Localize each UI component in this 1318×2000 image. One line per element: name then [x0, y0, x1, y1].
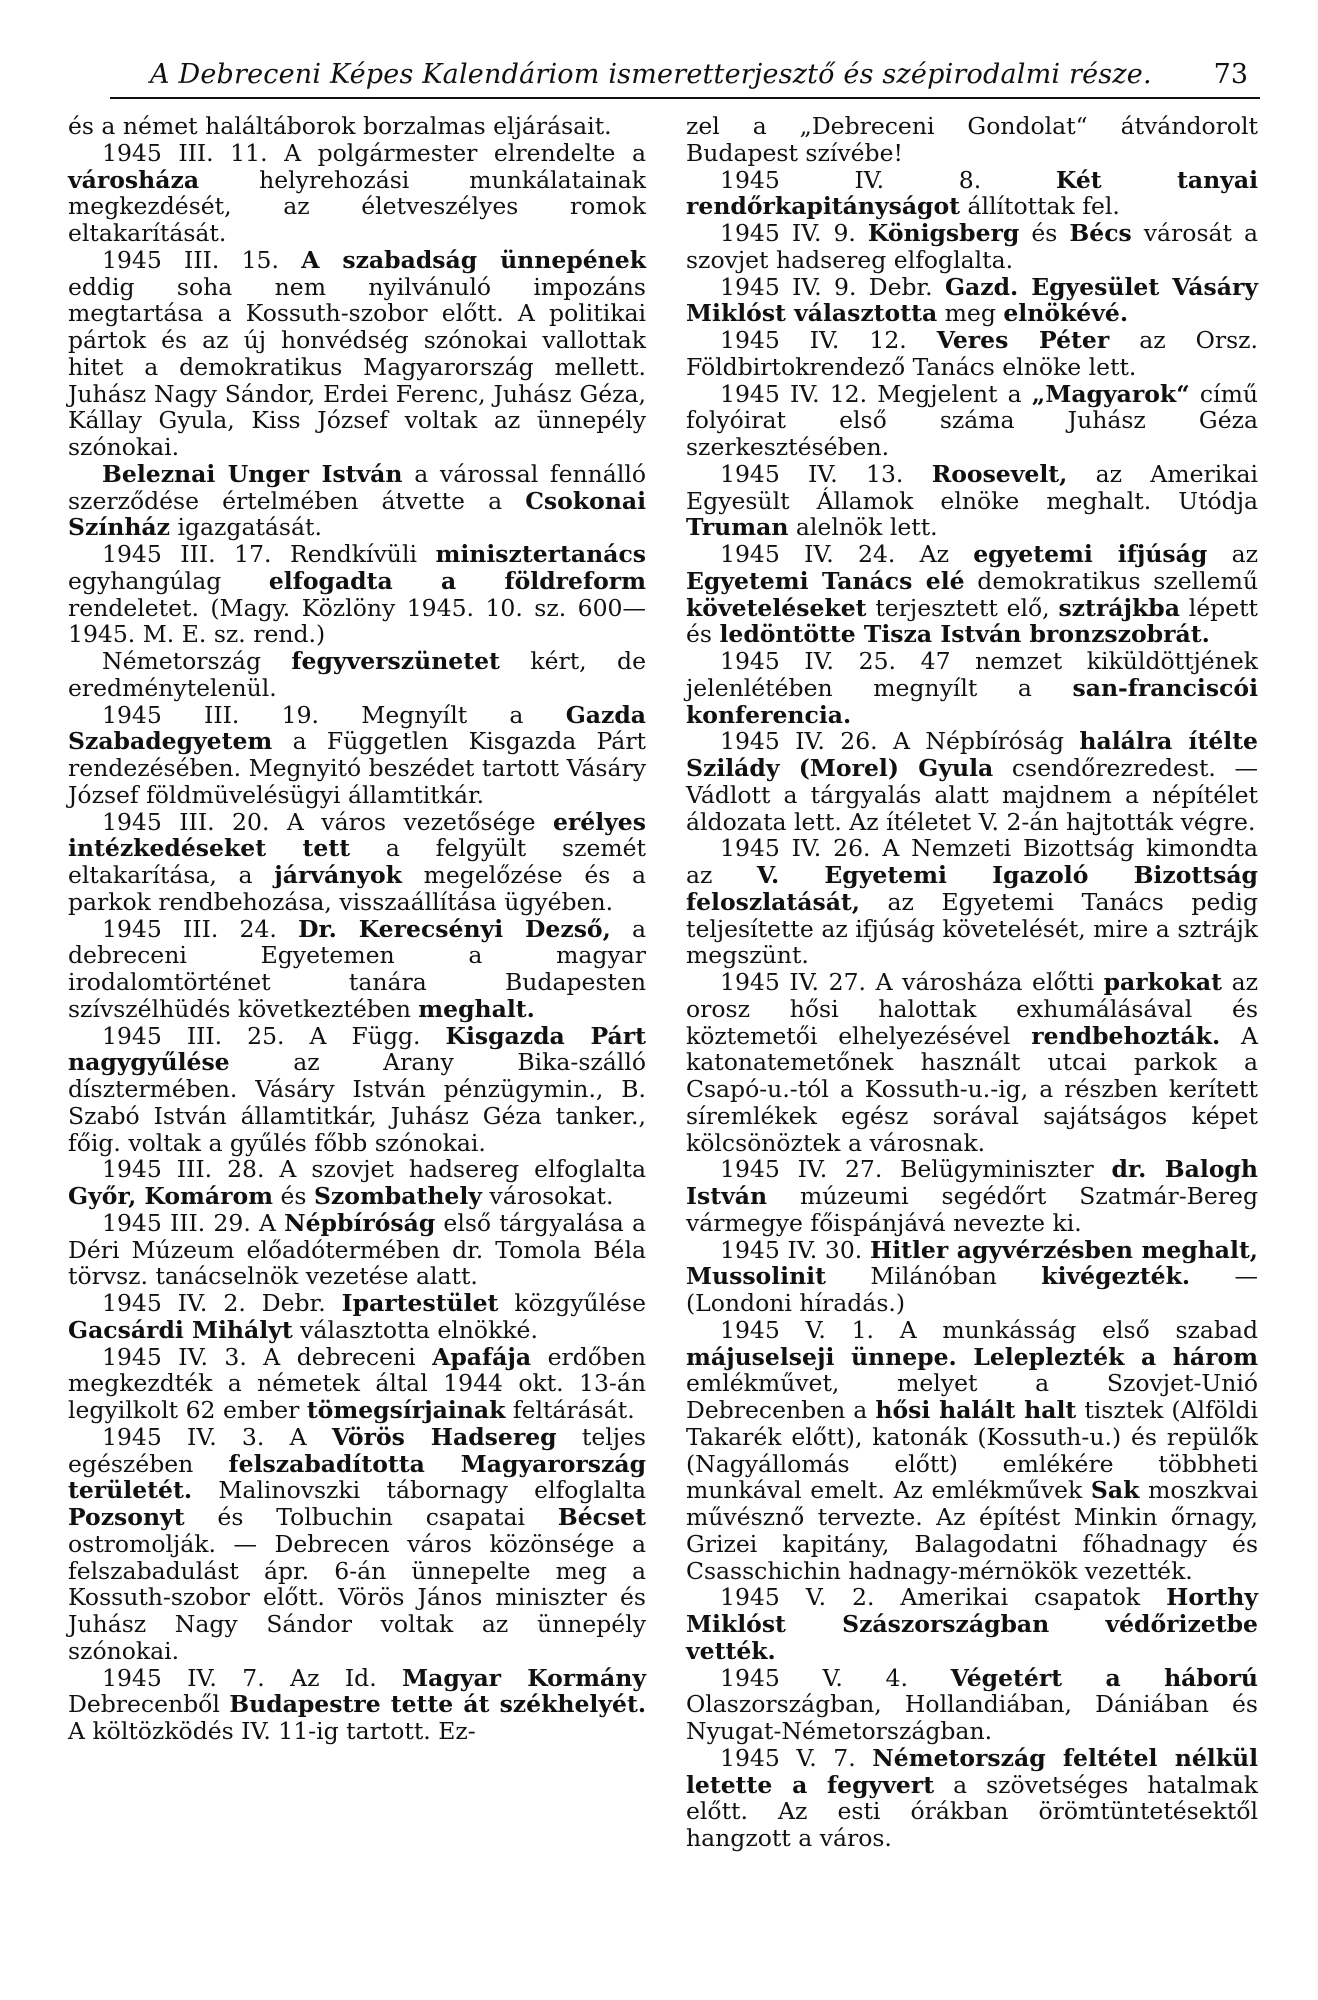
- emphasis-text: Gacsárdi Mihályt: [68, 1315, 293, 1344]
- emphasis-text: városháza: [68, 165, 200, 194]
- emphasis-text: parkokat: [1103, 968, 1222, 996]
- emphasis-text: hősi halált halt: [875, 1396, 1077, 1424]
- chronicle-entry: [68, 113, 646, 140]
- entry-text: rendeletet. (Magy. Közlöny 1945. 10. sz. 600—1945. M. E. sz. rend.): [68, 593, 646, 649]
- emphasis-text: V. Egyetemi Igazoló Bizottság feloszlatását,: [686, 861, 1258, 916]
- emphasis-text: Veres Péter: [936, 326, 1110, 354]
- chronicle-entry: [68, 1210, 646, 1290]
- emphasis-text: Gazd. Egyesület Vásáry Miklóst választotta: [686, 272, 1258, 328]
- chronicle-entry: [68, 1665, 646, 1745]
- entry-text: a felgyült szemét eltakarítása, a: [68, 834, 646, 889]
- emphasis-text: minisztertanács: [435, 540, 646, 568]
- emphasis-text: Csokonai Színház: [68, 486, 646, 542]
- entry-text: lépett és: [686, 593, 1258, 649]
- left-column: [68, 113, 646, 1745]
- chronicle-entry: [68, 1156, 646, 1210]
- chronicle-entry: [68, 648, 646, 702]
- page-number: 73: [1213, 59, 1248, 90]
- entry-text: demokratikus szellemű: [964, 566, 1258, 595]
- entry-text: 1945 III. 25. A Függ.: [102, 1021, 446, 1050]
- chronicle-entry: [686, 1156, 1258, 1236]
- entry-text: 1945 V. 1. A munkásság első szabad: [720, 1315, 1258, 1344]
- running-header: [110, 55, 1260, 99]
- chronicle-entry: [686, 1745, 1258, 1852]
- emphasis-text: tömegsírjainak: [306, 1396, 506, 1424]
- entry-text: 1945 V. 4.: [720, 1663, 951, 1692]
- chronicle-entry: [68, 1424, 646, 1665]
- emphasis-text: Népbíróság: [284, 1208, 436, 1237]
- emphasis-text: májuselseji ünnepe. Leleplezték a három: [686, 1342, 1258, 1371]
- emphasis-text: dr. Balogh István: [686, 1155, 1259, 1210]
- entry-text: az: [1207, 540, 1258, 568]
- entry-text: az orosz hősi halottak exhumálásával és köztemetői elhelyezésével: [686, 968, 1258, 1050]
- entry-text: múzeumi segédőrt Szatmár-Bereg vármegye főispánjává nevezte ki.: [686, 1182, 1258, 1237]
- emphasis-text: Magyar Kormány: [402, 1663, 646, 1692]
- entry-text: a várossal fennálló szerződése értelmében átvette a: [68, 459, 646, 515]
- chronicle-entry: [686, 113, 1258, 167]
- entry-text: 1945 IV. 13.: [720, 459, 932, 488]
- entry-text: A költözködés IV. 11-ig tartott. Ez-: [68, 1717, 476, 1745]
- entry-text: tisztek (Alföldi Takarék előtt), katonák (Kossuth-u.) és repülők (Nagyállomás előtt) emlékére többheti munkával emelt. Az emlékművek: [686, 1396, 1258, 1505]
- emphasis-text: Truman: [686, 513, 789, 542]
- chronicle-entry: [68, 247, 646, 461]
- entry-text: 1945 IV. 27. Belügyminiszter: [720, 1155, 1112, 1184]
- chronicle-entry: [686, 381, 1258, 461]
- emphasis-text: erélyes intézkedéseket tett: [68, 807, 646, 863]
- chronicle-entry: [686, 1665, 1258, 1745]
- emphasis-text: Hitler agyvérzésben meghalt, Mussolinit: [686, 1235, 1258, 1291]
- emphasis-text: Végetért a háború: [950, 1663, 1258, 1692]
- entry-text: 1945 IV. 25. 47 nemzet kiküldöttjének jelenlétében megnyílt a: [686, 647, 1258, 702]
- entry-text: az Amerikai Egyesült Államok elnöke meghalt. Utódja: [686, 459, 1258, 515]
- right-column: [686, 113, 1258, 1852]
- emphasis-text: „Magyarok“: [1031, 379, 1190, 408]
- entry-text: 1945 III. 11. A polgármester elrendelte a: [102, 138, 646, 167]
- entry-text: Milánóban: [825, 1262, 1042, 1291]
- entry-text: kért, de eredménytelenül.: [68, 647, 646, 702]
- emphasis-text: Budapestre tette át székhelyét.: [229, 1690, 646, 1719]
- emphasis-text: Sak: [1090, 1476, 1140, 1505]
- entry-text: 1945 IV. 9. Debr.: [720, 272, 945, 301]
- entry-text: moszkvai művésznő tervezte. Az építést Minkin őrnagy, Grizei kapitány, Balagodatni főhadnagy és Csasschichin hadnagy-mérnökök vezették.: [686, 1476, 1259, 1585]
- chronicle-entry: [68, 702, 646, 809]
- entry-text: feltárását.: [505, 1396, 635, 1424]
- entry-text: egyhangúlag: [68, 566, 269, 595]
- entry-text: 1945 V. 7.: [720, 1743, 873, 1772]
- entry-text: 1945 IV. 27. A városháza előtti: [720, 968, 1104, 996]
- entry-text: 1945 IV. 9.: [720, 219, 868, 247]
- entry-text: ostromolják. — Debrecen város közönsége a felszabadulást ápr. 6-án ünnepelte meg a Kossuth-szobor előtt. Vörös János miniszter és Juhász Nagy Sándor voltak az ünnepély szónokai.: [68, 1529, 646, 1665]
- chronicle-entry: [68, 809, 646, 916]
- entry-text: 1945 III. 24.: [102, 914, 299, 943]
- emphasis-text: Gazda Szabadegyetem: [68, 700, 646, 756]
- entry-text: közgyűlése: [498, 1289, 646, 1317]
- chronicle-entry: [686, 1317, 1258, 1585]
- entry-text: 1945 IV. 8.: [720, 165, 1056, 194]
- entry-text: a debreceni Egyetemen a magyar irodalomtörténet tanára Budapesten szívszélhüdés következtében: [68, 914, 646, 1023]
- emphasis-text: követeléseket: [686, 593, 867, 622]
- entry-text: első tárgyalása a Déri Múzeum előadótermében dr. Tomola Béla törvsz. tanácselnök vezetése alatt.: [68, 1208, 646, 1291]
- entry-text: és a német haláltáborok borzalmas eljárásait.: [68, 112, 612, 140]
- emphasis-text: Egyetemi Tanács elé: [686, 566, 965, 595]
- entry-text: 1945 IV. 7. Az Id.: [102, 1663, 403, 1692]
- chronicle-entry: [686, 648, 1258, 728]
- entry-text: Malinovszki tábornagy elfoglalta: [192, 1476, 646, 1505]
- chronicle-entry: [68, 1290, 646, 1344]
- entry-text: Debrecenből: [68, 1690, 230, 1719]
- emphasis-text: Bécs: [1069, 219, 1132, 247]
- entry-text: 1945 IV. 12. Megjelent a: [720, 379, 1032, 408]
- emphasis-text: kivégezték.: [1041, 1262, 1191, 1291]
- entry-text: teljes egészében: [68, 1422, 646, 1478]
- entry-text: emlékművet, melyet a Szovjet-Unió Debrecenben a: [686, 1369, 1258, 1424]
- chronicle-entry: [68, 541, 646, 648]
- entry-text: 1945 III. 17. Rendkívüli: [102, 540, 436, 568]
- chronicle-entry: [68, 1344, 646, 1424]
- entry-text: a Független Kisgazda Párt rendezésében. Megnyitó beszédet tartott Vásáry József földmüvelésügyi államtitkár.: [68, 727, 646, 809]
- emphasis-text: sztrájkba: [1058, 593, 1180, 622]
- entry-text: helyrehozási munkálatainak megkezdését, az életveszélyes romok eltakarítását.: [68, 165, 646, 247]
- entry-text: meg: [937, 299, 1004, 328]
- emphasis-text: Vörös Hadsereg: [331, 1422, 557, 1451]
- entry-text: állítottak fel.: [960, 192, 1120, 221]
- entry-text: 1945 IV. 2. Debr.: [102, 1289, 342, 1317]
- entry-text: 1945 IV. 26. A Népbíróság: [720, 727, 1080, 756]
- entry-text: 1945 III. 28. A szovjet hadsereg elfoglalta: [102, 1155, 646, 1184]
- chronicle-entry: [686, 461, 1258, 541]
- chronicle-entry: [686, 728, 1258, 835]
- emphasis-text: rendbehozták.: [1031, 1021, 1221, 1050]
- emphasis-text: egyetemi ifjúság: [973, 540, 1208, 568]
- entry-text: című folyóirat első száma Juhász Géza szerkesztésében.: [686, 379, 1258, 461]
- entry-text: az Arany Bika-szálló dísztermében. Vásáry István pénzügymin., B. Szabó István államtitkár, Juhász Géza tanker., főig. voltak a gyűlés főbb szónokai.: [68, 1048, 646, 1157]
- entry-text: 1945 III. 15.: [102, 245, 302, 274]
- emphasis-text: felszabadította Magyarország területét.: [68, 1449, 646, 1505]
- entry-text: eddig soha nem nyilvánuló impozáns megtartása a Kossuth-szobor előtt. A politikai pártok és az új honvédség szónokai vallottak hitet a demokratikus Magyarország mellett. Juhász Nagy Sándor, Erdei Ferenc, Juhász Géza, Kállay Gyula, Kiss József voltak az ünnepély szónokai.: [68, 272, 646, 461]
- entry-text: Németország: [102, 647, 292, 675]
- chronicle-entry: [686, 835, 1258, 969]
- emphasis-text: Königsberg: [867, 219, 1020, 247]
- entry-text: 1945 IV. 30.: [720, 1235, 871, 1264]
- entry-text: városát a szovjet hadsereg elfoglalta.: [686, 219, 1258, 274]
- chronicle-entry: [686, 220, 1258, 274]
- entry-text: választotta elnökké.: [292, 1315, 538, 1344]
- emphasis-text: meghalt.: [418, 994, 535, 1023]
- entry-text: terjesztett elő,: [866, 593, 1059, 622]
- entry-text: — (Londoni híradás.): [686, 1262, 1258, 1317]
- entry-text: 1945 III. 29. A: [102, 1208, 285, 1237]
- entry-text: 1945 III. 19. Megnyílt a: [102, 700, 566, 729]
- chronicle-entry: [686, 969, 1258, 1156]
- entry-text: megelőzése és a parkok rendbehozása, visszaállítása ügyében.: [68, 861, 646, 916]
- chronicle-entry: [686, 167, 1258, 221]
- entry-text: a szövetséges hatalmak előtt. Az esti órákban örömtüntetésektől hangzott a város.: [686, 1770, 1258, 1852]
- entry-text: 1945 IV. 3. A: [102, 1422, 332, 1451]
- entry-text: az Orsz. Földbirtokrendező Tanács elnöke lett.: [686, 326, 1258, 381]
- chronicle-entry: [686, 1584, 1258, 1664]
- entry-text: 1945 V. 2. Amerikai csapatok: [720, 1583, 1167, 1612]
- entry-text: és Tolbuchin csapatai: [184, 1503, 558, 1531]
- emphasis-text: Két tanyai rendőrkapitányságot: [686, 165, 1258, 221]
- entry-text: zel a „Debreceni Gondolat“ átvándorolt Budapest szívébe!: [686, 112, 1258, 167]
- entry-text: Olaszországban, Hollandiában, Dániában és Nyugat-Németországban.: [686, 1690, 1258, 1745]
- entry-text: 1945 III. 20. A város vezetősége: [102, 807, 553, 836]
- emphasis-text: Horthy Miklóst Szászországban védőrizetbe vették.: [686, 1583, 1258, 1665]
- chronicle-entry: [68, 461, 646, 541]
- running-title: A Debreceni Képes Kalendáriom ismeretterjesztő és szépirodalmi része.: [150, 59, 1152, 90]
- emphasis-text: san-franciscói konferencia.: [686, 673, 1258, 729]
- emphasis-text: A szabadság ünnepének: [301, 245, 646, 274]
- emphasis-text: Szombathely: [313, 1182, 482, 1210]
- emphasis-text: ledöntötte Tisza István bronzszobrát.: [719, 620, 1210, 649]
- entry-text: 1945 IV. 12.: [720, 326, 937, 354]
- entry-text: csendőrezredest. — Vádlott a tárgyalás alatt majdnem a népítélet áldozata lett. Az ítéletet V. 2-án hajtották végre.: [686, 754, 1259, 836]
- emphasis-text: Kisgazda Párt nagygyűlése: [68, 1021, 646, 1077]
- chronicle-entry: [68, 1023, 646, 1157]
- entry-text: 1945 IV. 3. A debreceni: [102, 1342, 433, 1371]
- emphasis-text: Ipartestület: [341, 1289, 499, 1317]
- emphasis-text: Németország feltétel nélkül letette a fegyvert: [686, 1743, 1258, 1799]
- chronicle-entry: [686, 274, 1258, 328]
- entry-text: 1945 IV. 24. Az: [720, 540, 974, 568]
- emphasis-text: halálra ítélte Szilády (Morel) Gyula: [686, 727, 1258, 782]
- entry-text: igazgatását.: [170, 513, 322, 542]
- entry-text: erdőben megkezdték a németek által 1944 okt. 13-án legyilkolt 62 ember: [68, 1342, 646, 1424]
- emphasis-text: járványok: [274, 861, 402, 889]
- entry-text: alelnök lett.: [788, 513, 938, 542]
- emphasis-text: fegyverszünetet: [291, 647, 500, 675]
- chronicle-entry: [686, 1237, 1258, 1317]
- emphasis-text: Roosevelt,: [931, 459, 1068, 488]
- entry-text: az Egyetemi Tanács pedig teljesítette az ifjúság követelését, mire a sztrájk megszünt.: [686, 887, 1258, 970]
- entry-text: városokat.: [481, 1182, 614, 1210]
- emphasis-text: Bécset: [557, 1503, 646, 1531]
- emphasis-text: elnökévé.: [1003, 299, 1129, 328]
- chronicle-entry: [68, 140, 646, 247]
- chronicle-entry: [68, 916, 646, 1023]
- chronicle-entry: [686, 541, 1258, 648]
- emphasis-text: Dr. Kerecsényi Dezső,: [298, 914, 611, 943]
- entry-text: A katonatemetőnek használt utcai parkok a Csapó-u.-tól a Kossuth-u.-ig, a részben kerített síremlékek egész sorával sajátságos képet kölcsönöztek a városnak.: [686, 1021, 1258, 1157]
- emphasis-text: Beleznai Unger István: [102, 459, 403, 488]
- emphasis-text: Győr, Komárom: [68, 1182, 274, 1210]
- chronicle-entry: [686, 327, 1258, 381]
- entry-text: és: [1019, 219, 1070, 247]
- emphasis-text: Apafája: [432, 1342, 532, 1371]
- emphasis-text: Pozsonyt: [68, 1503, 185, 1531]
- emphasis-text: elfogadta a földreform: [268, 566, 646, 595]
- entry-text: 1945 IV. 26. A Nemzeti Bizottság kimondta az: [686, 834, 1258, 889]
- entry-text: és: [273, 1182, 314, 1210]
